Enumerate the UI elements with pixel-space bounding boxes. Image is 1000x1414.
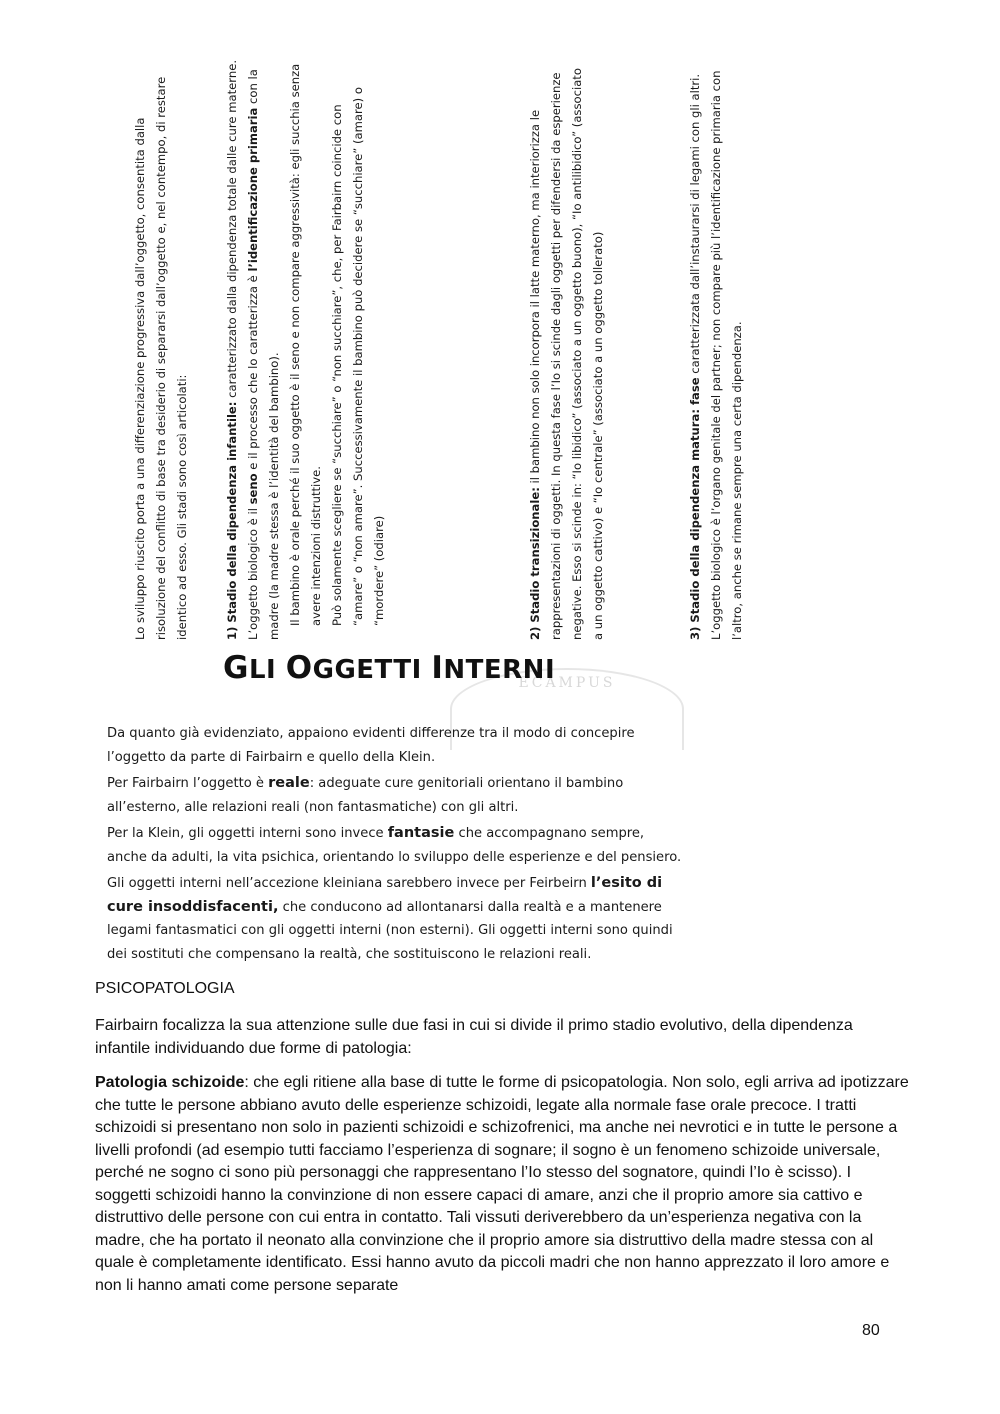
main-p2-text: : che egli ritiene alla base di tutte le forme di psicopatologia. Non solo, egli arriva ad ipotizzare che tutte le persone abbiano avuto delle esperienze schizoidi, legate alla normale fase orale precoce. I tratti schizoidi si presentano non solo in pazienti schizoidi e schizofrenici, ma anche nei nevrotici e in tutte le persone a livelli profondi (ad esempio tutti facciamo l’esperienza di sognare; il sogno è un fenomeno schizoide universale, perché ne sogno ci sono più personaggi che rappresentano l’Io stesso del sognatore, quindi l’Io è scisso). I soggetti schizoidi hanno la convinzione di non essere capaci di amare, anzi che il proprio amore sia cattivo e distruttivo delle persone con cui entra in contatto. Tali vissuti deriverebbero da un’esperienza negativa con la madre, che ha portato il neonato alla convinzione che il proprio amore sia distruttivo della madre stessa con al quale è completamente identificato. Essi hanno avuto da piccoli madri che non hanno apprezzato il loro amore e non li hanno amati come persone separate — [95, 1074, 909, 1294]
title-cap-g: G — [223, 650, 249, 686]
stage2-paragraph — [525, 60, 609, 640]
stage2-text: il bambino non solo incorpora il latte materno, ma interiorizza le rappresentazioni di oggetti. In questa fase l’Io si scinde dagli oggetti per difendersi da esperienze negative. Esso si scinde in: “Io libidico” (associato a un oggetto buono), “Io antilibidico” (associato a un oggetto cattivo) e “Io centrale” (associato a un oggetto tollerato) — [528, 68, 605, 640]
slide-body-p4 — [107, 872, 687, 966]
slide-body-p3 — [107, 822, 687, 869]
slide-body — [107, 722, 687, 969]
stage1-identificazione: l’identificazione primaria — [246, 107, 260, 272]
stage1-text-a: caratterizzato dalla dipendenza totale dalle cure materne. L’oggetto biologico è il — [225, 59, 260, 640]
p3-c: che accompagnano sempre, anche da adulti, la vita psichica, orientando lo sviluppo delle esperienze e del pensiero. — [107, 826, 682, 865]
stage2-block — [525, 60, 609, 640]
stage1-seno: seno — [246, 473, 260, 505]
main-p2 — [95, 1072, 910, 1297]
p3-a: Per la Klein, gli oggetti interni sono invece — [107, 826, 388, 841]
slide-body-p1: Da quanto già evidenziato, appaiono evidenti differenze tra il modo di concepire l’oggetto da parte di Fairbairn e quello della Klein. — [107, 726, 635, 765]
title-part-ggetti: GGETTI — [312, 655, 432, 685]
stage1-p3: Può solamente scegliere se “succhiare” o “non succhiare”, che, per Fairbairn coincide con “amare” o “non amare”. Successivamente il bambino può decidere se “succhiare” (amare) o “mordere” (odiare) — [330, 87, 386, 626]
stage3-paragraph — [685, 60, 748, 640]
slide-intro: Lo sviluppo riuscito porta a una differenziazione progressiva dall’oggetto, consentita dalla risoluzione del conflitto di base tra desiderio di separarsi dall’oggetto e, nel contempo, di restare identico ad esso. Gli stadi sono così articolati: — [133, 76, 189, 640]
slide-title — [223, 650, 555, 686]
title-part-li: LI — [248, 655, 286, 685]
stage1-block — [222, 60, 390, 640]
stage1-text-c: con la madre (la madre stessa è l’identità del bambino). — [246, 69, 281, 640]
p3-bold: fantasie — [387, 825, 455, 841]
section-heading: PSICOPATOLOGIA — [95, 980, 235, 997]
stage1-title: 1) Stadio della dipendenza infantile: — [225, 401, 239, 640]
stage1-paragraph — [222, 60, 285, 640]
p2-bold: reale — [268, 775, 310, 791]
title-cap-i: I — [431, 650, 444, 686]
p4-c: che conducono ad allontanarsi dalla realtà e a mantenere legami fantasmatici con gli oggetti interni (non esterni). Gli oggetti interni sono quindi dei sostituti che compensano la realtà, che sostituiscono le relazioni reali. — [107, 899, 673, 962]
page-number: 80 — [862, 1322, 880, 1339]
main-text — [95, 1015, 910, 1309]
ecampus-watermark: ECAMPUS — [450, 668, 684, 750]
stage3-block — [685, 60, 748, 640]
title-part-nterni: NTERNI — [443, 655, 556, 685]
stage3-title: 3) Stadio della dipendenza matura: fase — [688, 377, 702, 640]
rotated-slide-text — [130, 60, 770, 640]
rotated-slide-region — [130, 40, 770, 640]
p4-a: Gli oggetti interni nell’accezione kleiniana sarebbero invece per Feirbeirn — [107, 876, 591, 891]
stage3-text: caratterizzata dall’instaurarsi di legami con gli altri. L’oggetto biologico è l’organo genitale del partner; non compare più l’identificazione primaria con l’altro, anche se rimane sempre una certa dipendenza. — [688, 70, 744, 640]
p4-bold: l’esito di cure insoddisfacenti, — [107, 875, 663, 915]
stage1-text-b: e il processo che lo caratterizza è — [246, 271, 260, 474]
main-p2-bold: Patologia schizoide — [95, 1074, 245, 1091]
main-p1: Fairbairn focalizza la sua attenzione sulle due fasi in cui si divide il primo stadio evolutivo, della dipendenza infantile individuando due forme di patologia: — [95, 1017, 853, 1057]
p2-a: Per Fairbairn l’oggetto è — [107, 776, 269, 791]
p2-c: : adeguate cure genitoriali orientano il bambino all’esterno, alle relazioni reali (non fantasmatiche) con gli altri. — [107, 776, 624, 815]
title-cap-o: O — [285, 650, 313, 686]
slide-intro-block — [130, 60, 193, 640]
stage2-title: 2) Stadio transizionale: — [528, 487, 542, 640]
stage1-p2: Il bambino è orale perché il suo oggetto è il seno e non compare aggressività: egli succhia senza avere intenzioni distruttive. — [288, 63, 323, 626]
slide-body-p2 — [107, 772, 687, 819]
